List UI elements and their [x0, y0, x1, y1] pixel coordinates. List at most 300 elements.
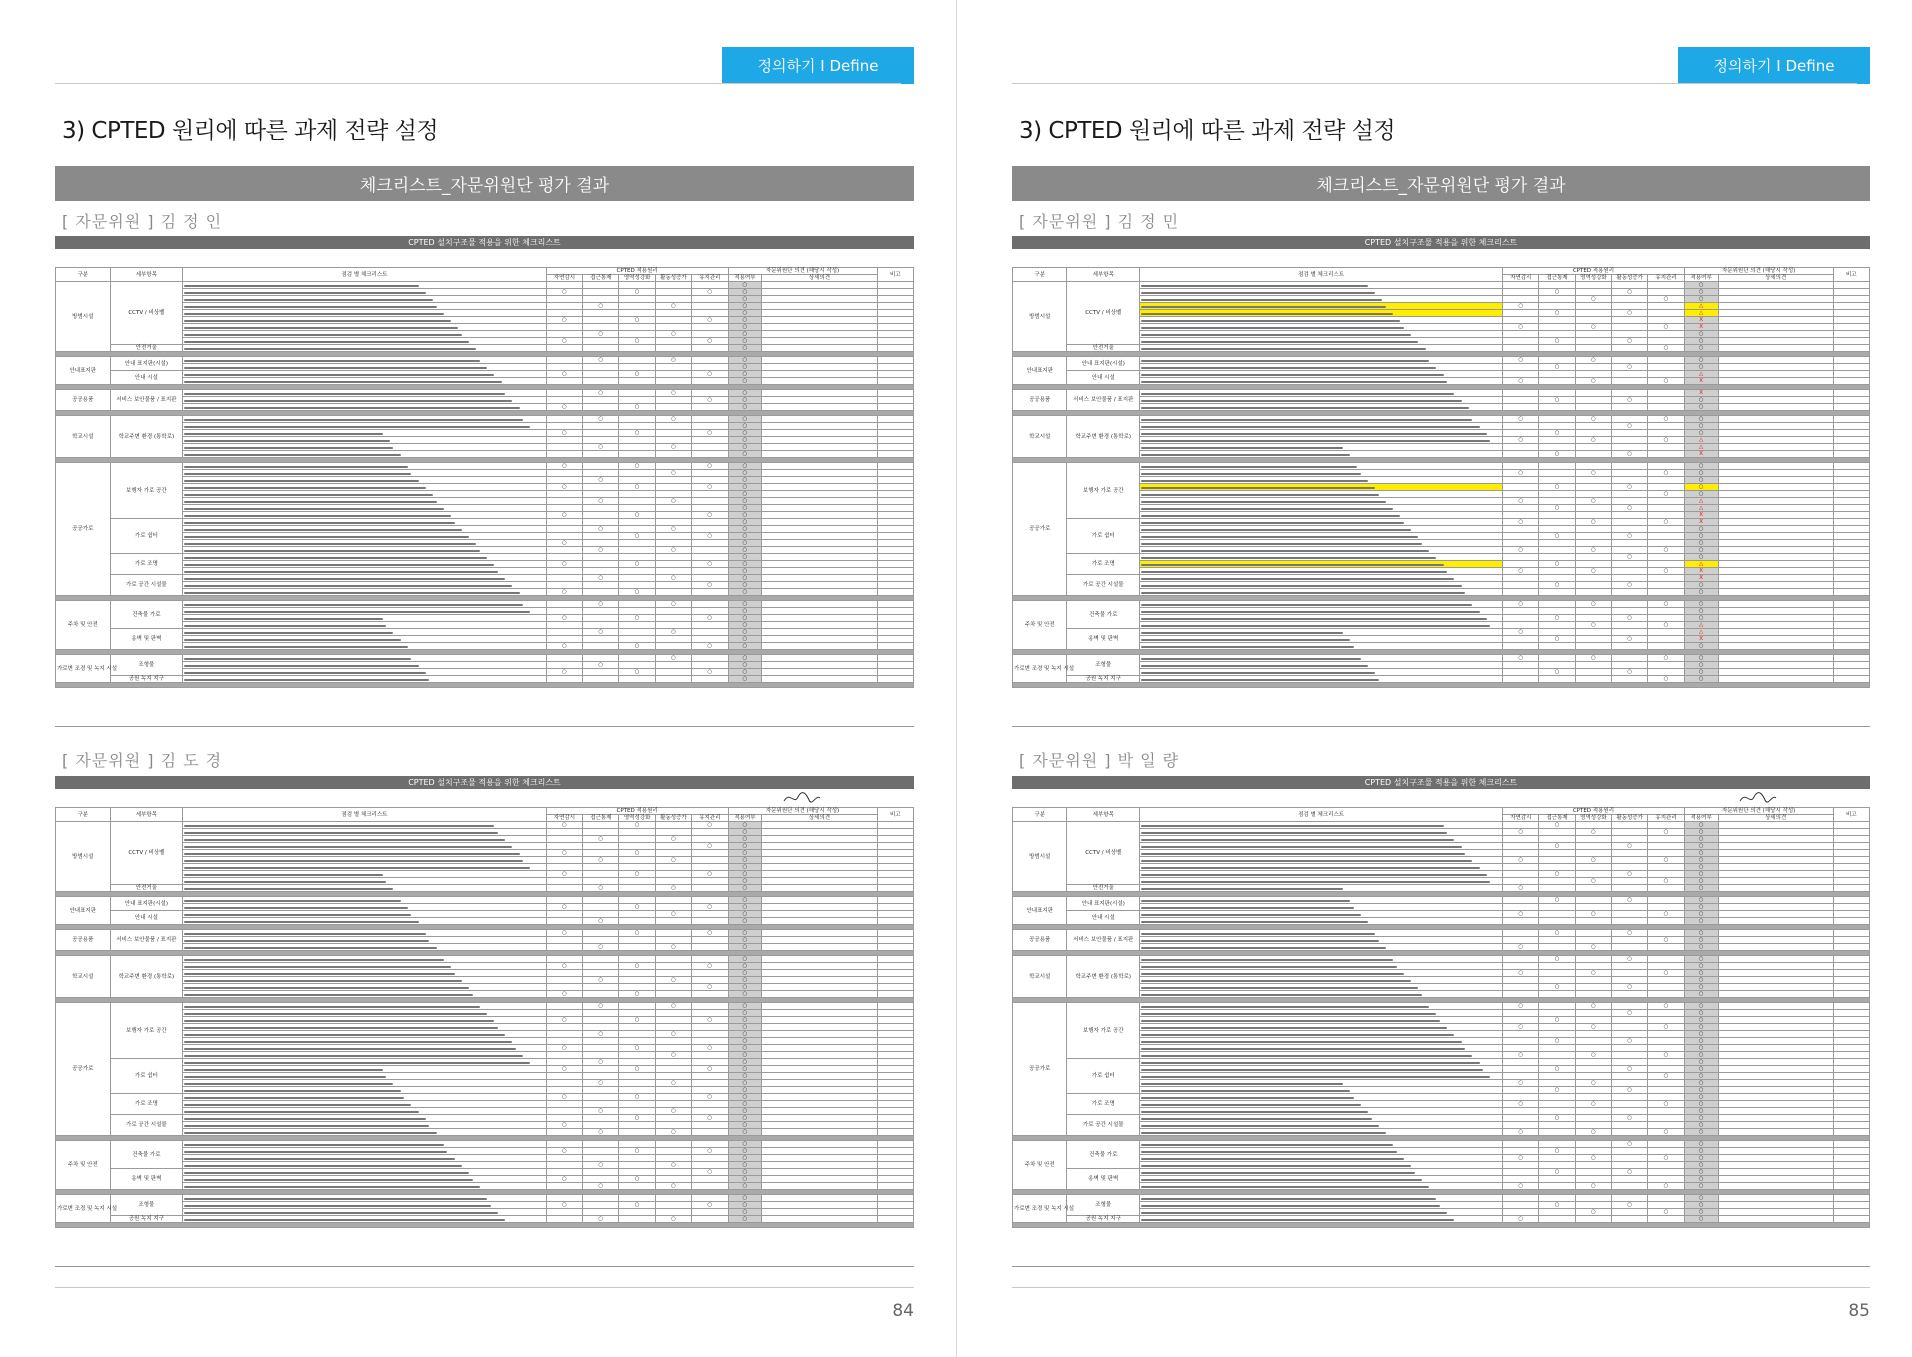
row-opinion-text: [762, 1066, 877, 1073]
row-opinion-text: [1718, 829, 1833, 836]
row-subitem: 보행자 가로 공간: [1067, 463, 1140, 519]
table-row: [1013, 331, 1870, 338]
row-principle-mark: ○: [692, 822, 728, 829]
table-row: [1013, 589, 1870, 596]
row-principle-mark: [692, 1038, 728, 1045]
row-principle-mark: ○: [655, 944, 691, 951]
signature-mark: [1738, 789, 1778, 807]
row-checklist-text: [183, 836, 547, 843]
row-checklist-text: [183, 1080, 547, 1087]
row-note: [877, 437, 913, 444]
row-principle-mark: [1648, 1094, 1684, 1101]
table-row: [56, 655, 914, 662]
row-opinion-text: [762, 477, 877, 484]
row-principle-mark: [1503, 1038, 1539, 1045]
row-principle-mark: ○: [1575, 378, 1611, 385]
row-principle-mark: [655, 512, 691, 519]
header-principles: CPTED 적용원리: [1503, 268, 1685, 275]
row-principle-mark: [655, 1073, 691, 1080]
row-opinion-text: [1718, 371, 1833, 378]
row-opinion-text: [1718, 444, 1833, 451]
row-principle-mark: ○: [1648, 296, 1684, 303]
sheet-meta: [1012, 789, 1870, 807]
row-principle-mark: [1648, 1108, 1684, 1115]
row-checklist-text: [1140, 1183, 1503, 1190]
row-principle-mark: ○: [619, 904, 655, 911]
row-checklist-text: [183, 1024, 547, 1031]
row-note: [1833, 643, 1869, 650]
row-checklist-text: [183, 1066, 547, 1073]
row-principle-mark: ○: [1575, 1003, 1611, 1010]
row-opinion-text: [1718, 1031, 1833, 1038]
row-checklist-text: [1140, 615, 1503, 622]
row-principle-mark: [1648, 397, 1684, 404]
row-principle-mark: [1648, 669, 1684, 676]
row-checklist-text: [1140, 310, 1503, 317]
table-row: [1013, 615, 1870, 622]
row-opinion-text: [762, 885, 877, 892]
row-principle-mark: [546, 937, 582, 944]
row-applied-mark: ○: [1684, 1031, 1718, 1038]
row-principle-mark: ○: [619, 371, 655, 378]
row-principle-mark: [583, 655, 619, 662]
table-row: [56, 416, 914, 423]
row-principle-mark: [1648, 463, 1684, 470]
row-opinion-text: [1718, 430, 1833, 437]
row-opinion-text: [1718, 1209, 1833, 1216]
row-opinion-text: [1718, 918, 1833, 925]
table-row: [1013, 643, 1870, 650]
row-principle-mark: [1539, 676, 1575, 683]
row-principle-mark: ○: [1648, 1101, 1684, 1108]
checklist-table: [55, 807, 914, 1228]
row-principle-mark: [1648, 1115, 1684, 1122]
row-note: [1833, 608, 1869, 615]
row-applied-mark: ○: [728, 444, 762, 451]
row-opinion-text: [762, 303, 877, 310]
row-principle-mark: [655, 505, 691, 512]
table-row: [56, 601, 914, 608]
row-principle-mark: [692, 1195, 728, 1202]
row-principle-mark: [619, 357, 655, 364]
table-row: [56, 1031, 914, 1038]
row-principle-mark: [583, 1169, 619, 1176]
row-opinion-text: [1718, 1115, 1833, 1122]
row-principle-mark: ○: [1575, 655, 1611, 662]
row-checklist-text: [1140, 836, 1503, 843]
row-principle-mark: [1575, 615, 1611, 622]
row-applied-mark: ○: [728, 371, 762, 378]
row-principle-mark: [692, 977, 728, 984]
row-checklist-text: [1140, 317, 1503, 324]
row-checklist-text: [183, 843, 547, 850]
row-principle-mark: ○: [583, 1216, 619, 1223]
row-note: [877, 371, 913, 378]
row-opinion-text: [762, 1122, 877, 1129]
row-principle-mark: [1539, 836, 1575, 843]
row-principle-mark: [546, 1003, 582, 1010]
header-opinion-col: 적용여부: [1684, 815, 1718, 822]
row-principle-mark: [1648, 1017, 1684, 1024]
row-applied-mark: ○: [728, 526, 762, 533]
row-opinion-text: [1718, 540, 1833, 547]
row-note: [1833, 601, 1869, 608]
row-principle-mark: [1503, 937, 1539, 944]
row-principle-mark: [1612, 463, 1648, 470]
row-applied-mark: △: [1684, 498, 1718, 505]
table-row: [1013, 317, 1870, 324]
row-applied-mark: ○: [1684, 1216, 1718, 1223]
row-principle-mark: ○: [1503, 1101, 1539, 1108]
row-principle-mark: ○: [1503, 416, 1539, 423]
row-category: 안내표지판: [1013, 897, 1067, 925]
row-applied-mark: ○: [1684, 956, 1718, 963]
row-note: [877, 547, 913, 554]
row-note: [877, 918, 913, 925]
row-principle-mark: [546, 977, 582, 984]
row-principle-mark: ○: [546, 1066, 582, 1073]
row-note: [1833, 904, 1869, 911]
row-note: [1833, 289, 1869, 296]
row-principle-mark: [692, 622, 728, 629]
row-principle-mark: ○: [619, 850, 655, 857]
row-principle-mark: [692, 437, 728, 444]
row-principle-mark: [546, 1059, 582, 1066]
row-category: 주차 및 안전: [1013, 601, 1067, 650]
row-checklist-text: [183, 918, 547, 925]
row-principle-mark: ○: [1539, 1017, 1575, 1024]
table-row: [1013, 416, 1870, 423]
header-opinion-col: 적용여부: [728, 815, 762, 822]
row-note: [1833, 575, 1869, 582]
row-principle-mark: [546, 1080, 582, 1087]
row-checklist-text: [183, 643, 547, 650]
row-principle-mark: ○: [1503, 970, 1539, 977]
row-principle-mark: ○: [619, 317, 655, 324]
row-principle-mark: ○: [1539, 1202, 1575, 1209]
row-principle-mark: ○: [583, 601, 619, 608]
row-checklist-text: [1140, 601, 1503, 608]
row-note: [877, 676, 913, 683]
row-principle-mark: [1539, 1101, 1575, 1108]
row-applied-mark: ○: [728, 1045, 762, 1052]
row-checklist-text: [1140, 477, 1503, 484]
row-principle-mark: ○: [1575, 1024, 1611, 1031]
row-opinion-text: [762, 836, 877, 843]
row-principle-mark: [1612, 416, 1648, 423]
row-principle-mark: [546, 416, 582, 423]
row-note: [1833, 364, 1869, 371]
row-opinion-text: [1718, 423, 1833, 430]
row-principle-mark: [1648, 662, 1684, 669]
row-principle-mark: ○: [1612, 554, 1648, 561]
row-checklist-text: [183, 669, 547, 676]
row-checklist-text: [183, 1216, 547, 1223]
row-principle-mark: ○: [583, 918, 619, 925]
row-applied-mark: ○: [1684, 1108, 1718, 1115]
table-row: [1013, 601, 1870, 608]
row-principle-mark: [1612, 878, 1648, 885]
row-checklist-text: [183, 944, 547, 951]
row-principle-mark: [1539, 470, 1575, 477]
row-principle-mark: [655, 378, 691, 385]
row-opinion-text: [762, 829, 877, 836]
row-principle-mark: ○: [1539, 1038, 1575, 1045]
row-note: [1833, 1052, 1869, 1059]
row-checklist-text: [1140, 655, 1503, 662]
row-principle-mark: [692, 282, 728, 289]
table-row: [1013, 1195, 1870, 1202]
row-principle-mark: [1503, 991, 1539, 998]
table-row: [56, 843, 914, 850]
top-divider: [55, 83, 901, 84]
row-principle-mark: [1612, 911, 1648, 918]
row-principle-mark: [692, 608, 728, 615]
row-principle-mark: [1612, 662, 1648, 669]
row-principle-mark: [655, 282, 691, 289]
row-checklist-text: [183, 991, 547, 998]
row-opinion-text: [1718, 878, 1833, 885]
row-principle-mark: [692, 1080, 728, 1087]
row-applied-mark: ○: [1684, 662, 1718, 669]
row-principle-mark: [1539, 390, 1575, 397]
row-note: [1833, 836, 1869, 843]
row-principle-mark: ○: [1539, 484, 1575, 491]
row-principle-mark: [1539, 608, 1575, 615]
row-principle-mark: [619, 864, 655, 871]
row-principle-mark: ○: [1575, 519, 1611, 526]
row-principle-mark: [655, 970, 691, 977]
row-opinion-text: [1718, 338, 1833, 345]
row-principle-mark: [1503, 850, 1539, 857]
row-principle-mark: [1539, 643, 1575, 650]
row-note: [877, 911, 913, 918]
row-applied-mark: ○: [1684, 554, 1718, 561]
row-principle-mark: [546, 568, 582, 575]
row-note: [877, 629, 913, 636]
row-principle-mark: [1575, 897, 1611, 904]
row-principle-mark: ○: [546, 871, 582, 878]
row-applied-mark: ○: [728, 491, 762, 498]
row-principle-mark: [1612, 1080, 1648, 1087]
row-principle-mark: [546, 397, 582, 404]
row-principle-mark: [692, 519, 728, 526]
table-row: [1013, 470, 1870, 477]
row-opinion-text: [1718, 1052, 1833, 1059]
row-category: 방범시설: [56, 282, 111, 352]
row-checklist-text: [1140, 484, 1503, 491]
row-principle-mark: [546, 1162, 582, 1169]
row-checklist-text: [183, 484, 547, 491]
row-principle-mark: ○: [1612, 364, 1648, 371]
row-category: 가로변 조경 및 녹지 시설: [56, 1195, 111, 1223]
row-note: [877, 1045, 913, 1052]
row-note: [877, 484, 913, 491]
row-principle-mark: ○: [546, 289, 582, 296]
row-principle-mark: [619, 470, 655, 477]
row-note: [877, 1115, 913, 1122]
row-principle-mark: ○: [546, 512, 582, 519]
table-row: [56, 371, 914, 378]
row-note: [1833, 1087, 1869, 1094]
row-principle-mark: [692, 1216, 728, 1223]
row-checklist-text: [1140, 1073, 1503, 1080]
row-principle-mark: [1612, 303, 1648, 310]
row-note: [1833, 864, 1869, 871]
row-checklist-text: [1140, 512, 1503, 519]
row-opinion-text: [1718, 575, 1833, 582]
row-opinion-text: [1718, 1155, 1833, 1162]
row-category: 학교시설: [56, 956, 111, 998]
advisor-label-bottom: [ 자문위원 ] 김 도 경: [62, 751, 223, 770]
row-principle-mark: ○: [1539, 310, 1575, 317]
row-principle-mark: ○: [1503, 519, 1539, 526]
row-principle-mark: [1648, 1195, 1684, 1202]
row-applied-mark: ○: [728, 404, 762, 411]
row-principle-mark: [1648, 430, 1684, 437]
row-principle-mark: [1575, 303, 1611, 310]
row-applied-mark: ○: [1684, 904, 1718, 911]
row-principle-mark: ○: [1539, 636, 1575, 643]
row-note: [1833, 491, 1869, 498]
row-principle-mark: [619, 1024, 655, 1031]
row-principle-mark: ○: [1648, 829, 1684, 836]
row-applied-mark: X: [1684, 519, 1718, 526]
row-opinion-text: [1718, 491, 1833, 498]
row-opinion-text: [762, 1183, 877, 1190]
row-note: [877, 843, 913, 850]
row-subitem: 안전거울: [110, 885, 183, 892]
row-applied-mark: ○: [728, 904, 762, 911]
row-principle-mark: [546, 1216, 582, 1223]
row-category: 가로변 조경 및 녹지 시설: [1013, 1195, 1067, 1223]
row-principle-mark: ○: [583, 977, 619, 984]
row-note: [877, 1209, 913, 1216]
row-principle-mark: ○: [1612, 484, 1648, 491]
row-note: [877, 512, 913, 519]
row-principle-mark: ○: [1612, 1087, 1648, 1094]
row-principle-mark: [1648, 850, 1684, 857]
table-row: [1013, 477, 1870, 484]
row-opinion-text: [762, 676, 877, 683]
row-principle-mark: [1612, 1094, 1648, 1101]
row-principle-mark: ○: [546, 338, 582, 345]
row-principle-mark: [1648, 944, 1684, 951]
row-applied-mark: ○: [1684, 930, 1718, 937]
row-principle-mark: [619, 416, 655, 423]
row-applied-mark: ○: [1684, 822, 1718, 829]
row-principle-mark: [546, 1108, 582, 1115]
row-principle-mark: ○: [1612, 397, 1648, 404]
row-principle-mark: [1648, 1216, 1684, 1223]
row-principle-mark: [1575, 505, 1611, 512]
row-applied-mark: ○: [728, 357, 762, 364]
row-principle-mark: ○: [1539, 1087, 1575, 1094]
row-principle-mark: ○: [1612, 582, 1648, 589]
row-principle-mark: ○: [655, 911, 691, 918]
table-row: [56, 864, 914, 871]
row-principle-mark: [1503, 822, 1539, 829]
row-principle-mark: [1612, 643, 1648, 650]
row-principle-mark: [692, 1129, 728, 1136]
row-principle-mark: [655, 662, 691, 669]
row-checklist-text: [183, 526, 547, 533]
row-principle-mark: [619, 582, 655, 589]
row-principle-mark: [1575, 643, 1611, 650]
row-opinion-text: [1718, 1216, 1833, 1223]
row-principle-mark: [1612, 430, 1648, 437]
row-checklist-text: [1140, 918, 1503, 925]
row-principle-mark: [655, 1038, 691, 1045]
row-principle-mark: [1539, 1141, 1575, 1148]
row-opinion-text: [1718, 477, 1833, 484]
row-principle-mark: [1503, 289, 1539, 296]
row-opinion-text: [762, 1080, 877, 1087]
row-applied-mark: ○: [1684, 977, 1718, 984]
row-subitem: 건축물 가로: [1067, 601, 1140, 629]
row-principle-mark: [619, 622, 655, 629]
page-heading: 3) CPTED 원리에 따른 과제 전략 설정: [1019, 118, 1396, 144]
row-principle-mark: [1575, 533, 1611, 540]
row-opinion-text: [762, 1031, 877, 1038]
row-subitem: 학교주변 환경 (통학로): [110, 956, 183, 998]
row-subitem: 가로 조명: [110, 554, 183, 575]
header-note: 비고: [1833, 268, 1869, 282]
row-principle-mark: [1503, 296, 1539, 303]
row-principle-mark: [1648, 390, 1684, 397]
row-checklist-text: [183, 857, 547, 864]
row-applied-mark: ○: [1684, 1122, 1718, 1129]
row-note: [1833, 310, 1869, 317]
row-principle-mark: ○: [1648, 1003, 1684, 1010]
row-principle-mark: [546, 1024, 582, 1031]
row-checklist-text: [183, 1115, 547, 1122]
row-principle-mark: [1503, 575, 1539, 582]
row-principle-mark: [1539, 850, 1575, 857]
row-principle-mark: [583, 1202, 619, 1209]
row-opinion-text: [1718, 1162, 1833, 1169]
table-row: [1013, 430, 1870, 437]
row-principle-mark: ○: [546, 1094, 582, 1101]
row-applied-mark: ○: [1684, 1195, 1718, 1202]
row-applied-mark: ○: [1684, 1010, 1718, 1017]
row-opinion-text: [1718, 310, 1833, 317]
table-row: [1013, 871, 1870, 878]
row-principle-mark: [1648, 904, 1684, 911]
row-opinion-text: [762, 533, 877, 540]
row-principle-mark: [546, 378, 582, 385]
table-row: [1013, 1115, 1870, 1122]
row-checklist-text: [1140, 963, 1503, 970]
row-category: 학교시설: [56, 416, 111, 458]
row-note: [877, 937, 913, 944]
row-checklist-text: [1140, 303, 1503, 310]
row-note: [877, 991, 913, 998]
row-principle-mark: [1503, 636, 1539, 643]
row-principle-mark: [619, 984, 655, 991]
row-checklist-text: [1140, 554, 1503, 561]
row-principle-mark: [1575, 1169, 1611, 1176]
row-principle-mark: [655, 1141, 691, 1148]
table-row: [56, 1141, 914, 1148]
row-principle-mark: [692, 324, 728, 331]
row-principle-mark: [1539, 540, 1575, 547]
table-row: [1013, 324, 1870, 331]
row-principle-mark: [619, 1052, 655, 1059]
row-applied-mark: ○: [1684, 1024, 1718, 1031]
row-principle-mark: [655, 371, 691, 378]
row-principle-mark: ○: [655, 1003, 691, 1010]
